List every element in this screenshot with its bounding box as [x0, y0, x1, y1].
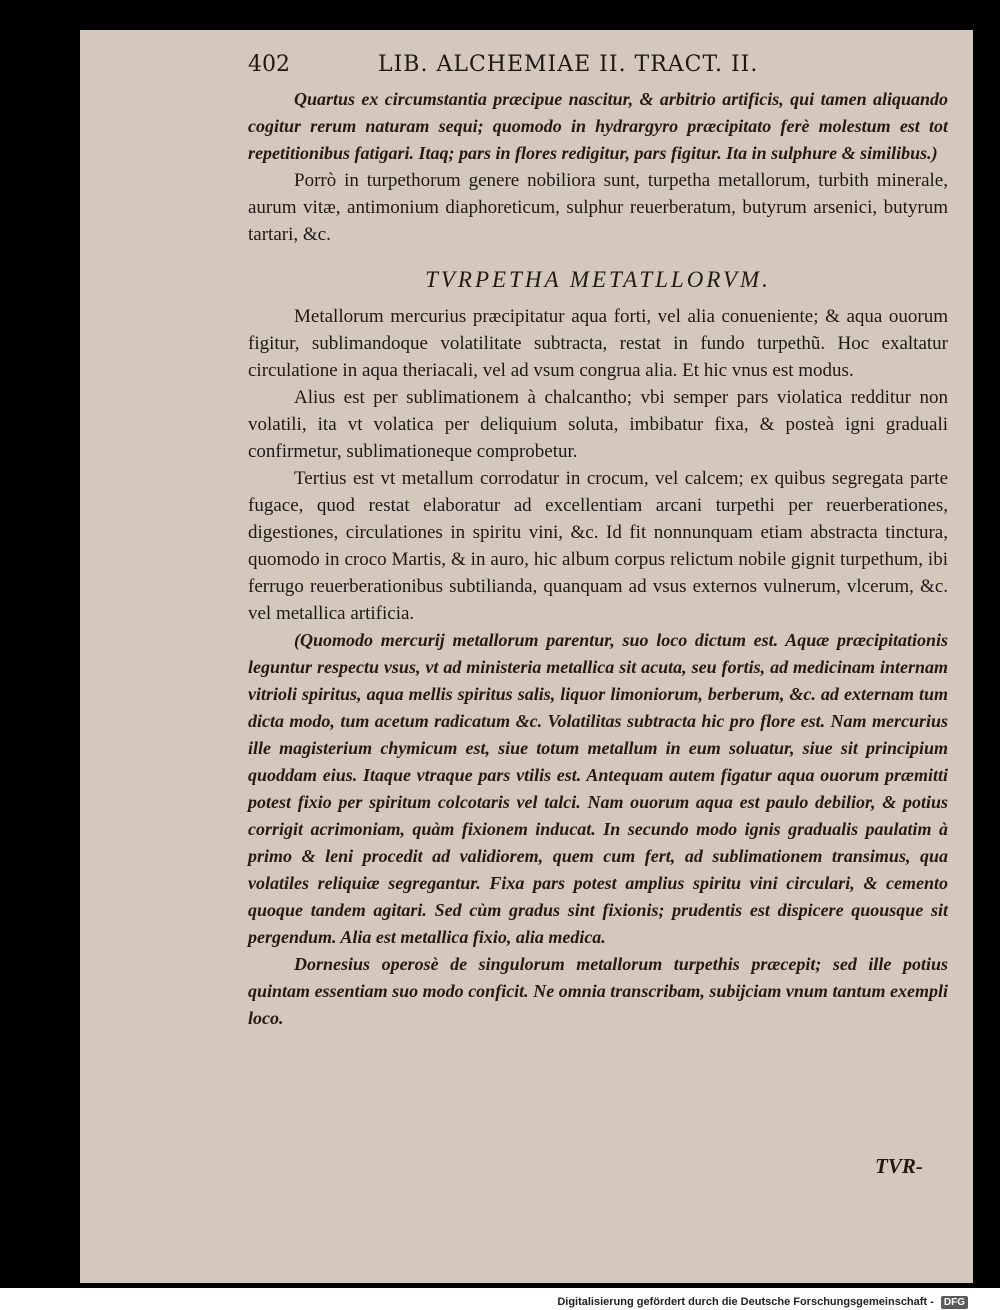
paragraph: Tertius est vt metallum corrodatur in crocum, vel calcem; ex quibus segregata parte fugace, quod restat elaboratur ad excellentiam arcani turpethi per reuerberationes, digestiones, circulationes in spiritu vini, &c. Id fit nonnunquam etiam abstracta tinctura, quomodo in croco Martis, & in auro, hic album corpus relictum nobile gignit turpethum, ibi ferrugo reuerberationibus subtilianda, quanquam ad vsus externos vulnerum, vlcerum, &c. vel metallica artificia.	[248, 468, 948, 624]
section-title: TVRPETHA METATLLORVM.	[425, 267, 771, 292]
digitization-footer	[0, 1288, 1000, 1310]
main-text	[248, 86, 948, 1032]
dfg-logo: DFG	[941, 1296, 968, 1309]
footer-credit: Digitalisierung gefördert durch die Deutsche Forschungsgemeinschaft -	[557, 1296, 934, 1308]
page-number: 402	[248, 52, 290, 77]
footer-text	[557, 1292, 984, 1309]
page-header	[248, 52, 948, 86]
paragraph: Quartus ex circumstantia præcipue nascitur, & arbitrio artificis, qui tamen aliquando cogitur rerum naturam sequi; quomodo in hydrargyro præcipitato ferè molestum est tot repetitionibus fatigari. Itaq; pars in flores redigitur, pars figitur. Ita in sulphure & similibus.)	[248, 89, 948, 163]
book-page	[80, 30, 973, 1283]
catchword: TVR-	[875, 1154, 923, 1178]
paragraph: Dornesius operosè de singulorum metallorum turpethis præcepit; sed ille potius quintam essentiam suo modo conficit. Ne omnia transcribam, subijciam vnum tantum exempli loco.	[248, 954, 948, 1028]
paragraph: Porrò in turpethorum genere nobiliora sunt, turpetha metallorum, turbith minerale, aurum vitæ, antimonium diaphoreticum, sulphur reuerberatum, butyrum arsenici, butyrum tartari, &c.	[248, 170, 948, 245]
paragraph: (Quomodo mercurij metallorum parentur, suo loco dictum est. Aquæ præcipitationis leguntur respectu vsus, vt ad ministeria metallica sit acuta, seu fortis, ad medicinam internam vitrioli spiritus, aqua mellis spiritus salis, liquor limoniorum, berberum, &c. ad externam tum dicta modo, tum acetum radicatum &c. Volatilitas subtracta hic pro flore est. Nam mercurius ille magisterium chymicum est, siue totum metallum in eum soluatur, siue sit principium quoddam eius. Itaque vtraque pars vtilis est. Antequam autem figatur aqua ouorum præmitti potest fixio per spiritum colcotaris vel talci. Nam ouorum aqua est paulo debilior, & potius corrigit acrimoniam, quàm fixionem inducat. In secundo modo ignis gradualis paulatim à primo & leni procedit ad validiorem, quem cum fert, ad sublimationem transimus, qua volatiles reliquiæ segregantur. Fixa pars potest amplius spiritu vini circulari, & cemento quoque tandem agitari. Sed cùm gradus sint fixionis; prudentis est dispicere quousque sit pergendum. Alia est metallica fixio, alia medica.	[248, 630, 948, 947]
running-head: LIB. ALCHEMIAE II. TRACT. II.	[378, 52, 759, 77]
paragraph: Metallorum mercurius præcipitatur aqua forti, vel alia conueniente; & aqua ouorum figitur, sublimandoque volatilitate subtracta, restat in fundo turpethũ. Hoc exaltatur circulatione in aqua theriacali, vel ad vsum congrua alia. Et hic vnus est modus.	[248, 306, 948, 381]
page-content	[248, 52, 948, 1032]
paragraph: Alius est per sublimationem à chalcantho; vbi semper pars violatica redditur non volatili, ita vt volatica per deliquium soluta, imbibatur fixa, & posteà igni graduali confirmetur, sublimationeque comprobetur.	[248, 387, 948, 462]
